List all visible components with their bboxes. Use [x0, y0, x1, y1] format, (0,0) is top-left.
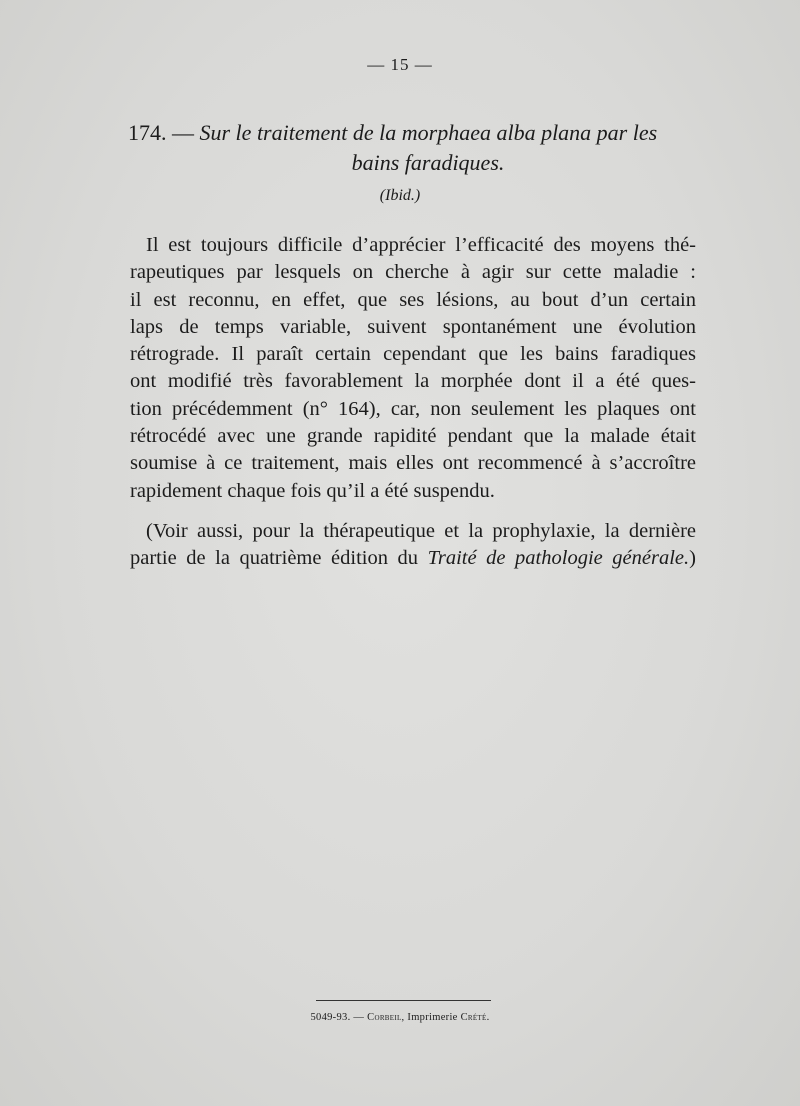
body-paragraph-1 [130, 232, 696, 505]
body-paragraph-2 [130, 518, 696, 573]
printer-text: , Imprimerie [401, 1012, 461, 1023]
book-title: Traité de pathologie générale. [427, 547, 690, 570]
paragraph-line [130, 545, 696, 572]
entry-source-text: (Ibid.) [379, 187, 421, 204]
paragraph-line: ont modifié très favorablement la morphée dont il a été ques- [130, 370, 696, 393]
entry-dash: — [172, 120, 194, 145]
paragraph-line: Il est toujours difficile d’apprécier l’efficacité des moyens thé- [146, 234, 696, 256]
paragraph-line: rapidement chaque fois qu’il a été suspendu. [130, 479, 495, 502]
paragraph-text: ) [689, 547, 696, 570]
entry-heading [128, 118, 698, 178]
printer-owner: Crété [460, 1012, 487, 1023]
paragraph-line: soumise à ce traitement, mais elles ont recommencé à s’accroître [130, 452, 696, 475]
print-code: 5049-93. — [310, 1012, 368, 1023]
paragraph-line: rapeutiques par lesquels on cherche à agir sur cette maladie : [130, 261, 696, 284]
paragraph-line: il est reconnu, en effet, que ses lésions, au bout d’un certain [130, 288, 696, 311]
page-number: — 15 — [367, 55, 433, 74]
paragraph-line: tion précédemment (n° 164), car, non seulement les plaques ont [130, 397, 696, 420]
footer-divider [316, 1000, 491, 1001]
entry-number: 174. [128, 120, 167, 145]
printer-colophon [0, 1012, 800, 1023]
paragraph-line: laps de temps variable, suivent spontanément une évolution [130, 315, 696, 338]
colophon-end: . [486, 1012, 490, 1023]
printer-city: Corbeil [367, 1012, 402, 1023]
entry-source [0, 187, 800, 205]
paragraph-line: rétrocédé avec une grande rapidité pendant que la malade était [130, 425, 696, 448]
entry-title-line1: Sur le traitement de la morphaea alba plana par les [199, 120, 658, 145]
paragraph-line: (Voir aussi, pour la thérapeutique et la prophylaxie, la dernière [146, 520, 696, 542]
paragraph-text: partie de la quatrième édition du [130, 547, 428, 570]
entry-title-line2: bains faradiques. [351, 150, 505, 175]
paragraph-line: rétrograde. Il paraît certain cependant que les bains faradiques [130, 343, 696, 366]
